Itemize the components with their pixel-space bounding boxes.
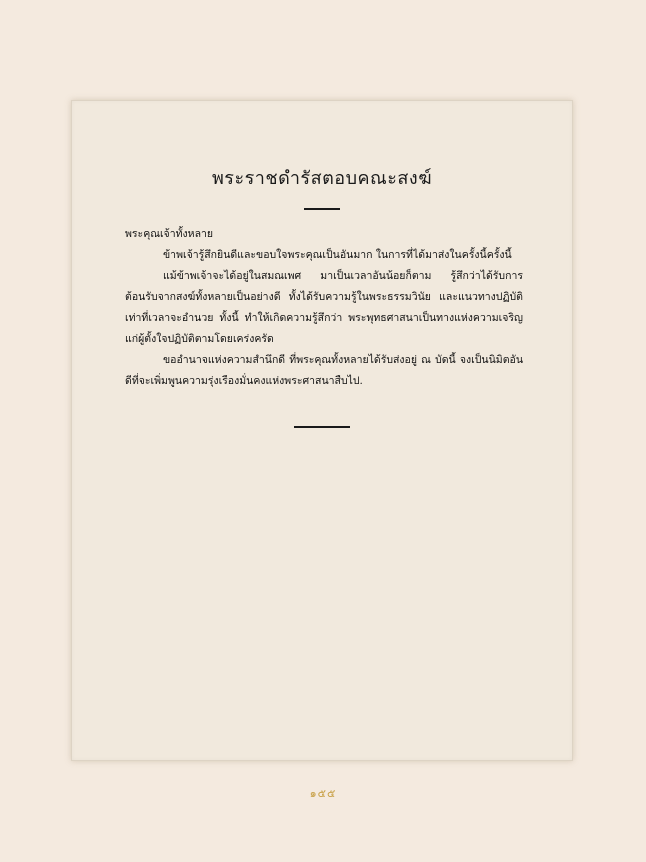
closing-divider — [294, 426, 350, 428]
paragraph: แม้ข้าพเจ้าจะได้อยู่ในสมณเพศ มาเป็นเวลาอันน้อยก็ตาม รู้สึกว่าได้รับการต้อนรับจากสงฆ์ทั้งหลายเป็นอย่างดี ทั้งได้รับความรู้ในพระธรรมวินัย และแนวทางปฏิบัติเท่าที่เวลาจะอำนวย ทั้งนี้ ทำให้เกิดความรู้สึกว่า พระพุทธศาสนาเป็นทางแห่งความเจริญแก่ผู้ตั้งใจปฏิบัติตามโดยเคร่งครัด — [125, 270, 523, 345]
document-body — [125, 224, 523, 392]
document-page — [71, 100, 573, 761]
salutation: พระคุณเจ้าทั้งหลาย — [125, 228, 214, 240]
title-divider — [304, 208, 340, 210]
page-number: ๑๕๕ — [309, 787, 337, 800]
paragraph: ข้าพเจ้ารู้สึกยินดีและขอบใจพระคุณเป็นอันมาก ในการที่ได้มาส่งในครั้งนี้ครั้งนี้ — [163, 249, 512, 261]
page-title: พระราชดำรัสตอบคณะสงฆ์ — [211, 168, 433, 189]
paragraph: ขออำนาจแห่งความสำนึกดี ที่พระคุณทั้งหลายได้รับส่งอยู่ ณ บัดนี้ จงเป็นนิมิตอันดีที่จะเพิ่มพูนความรุ่งเรืองมั่นคงแห่งพระศาสนาสืบไป. — [125, 354, 523, 387]
